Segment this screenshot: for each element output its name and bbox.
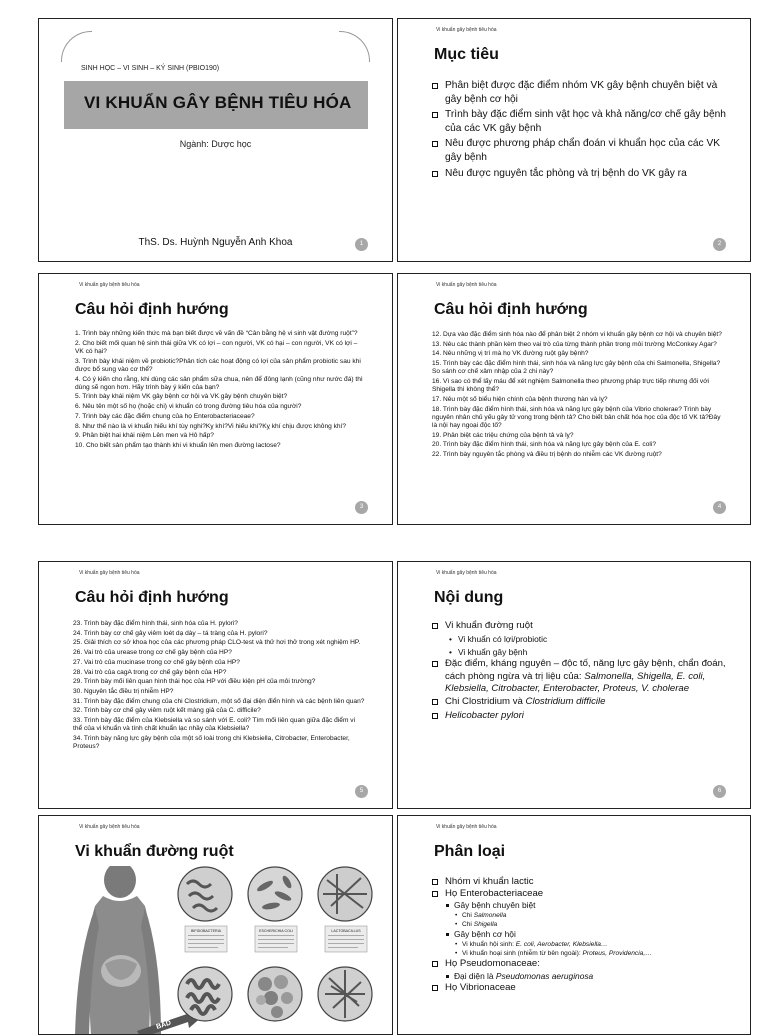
bacteria-circle-5 — [248, 967, 302, 1021]
question-list — [432, 331, 724, 461]
contents-list — [432, 620, 732, 723]
list-item: 24. Trình bày cơ chế gây viêm loét dạ dày – tá tràng của H. pylori? — [73, 629, 268, 637]
slide-2-objectives — [397, 18, 751, 262]
bifidobacteria-label-box — [185, 926, 227, 952]
slide-header: Vi khuẩn gây bệnh tiêu hóa — [436, 27, 497, 33]
bacteria-circle-6 — [318, 967, 372, 1021]
slide-number: 6 — [713, 785, 726, 798]
slide-8-classification — [397, 815, 751, 1035]
list-item: 14. Nêu những vị trí mà họ VK đường ruột gây bệnh? — [432, 350, 589, 358]
list-item: 15. Trình bày các đặc điểm hình thái, sinh hóa và năng lực gây bệnh của chi Salmonella, Shigella? So sánh cơ chế xâm nhập của 2 chi này? — [432, 360, 721, 376]
list-item: 19. Phân biệt các triệu chứng của bệnh tả và lỵ? — [432, 431, 574, 439]
list-item: 34. Trình bày năng lực gây bệnh của một số loài trong chi Klebsiella, Citrobacter, Enterobacter, Proteus? — [73, 734, 350, 751]
list-item: Vi khuẩn đường ruột — [432, 620, 732, 632]
list-item: 4. Có ý kiến cho rằng, khi dùng các sản phẩm sữa chua, nên để đông lạnh (cũng như nước đá) thì dùng sẽ ngon hơn. Hãy trình bày ý kiến của bạn? — [75, 375, 363, 391]
slide-title: Câu hỏi định hướng — [75, 589, 229, 606]
list-item: 17. Nêu một số biểu hiện chính của bệnh thương hàn và lỵ? — [432, 395, 608, 403]
human-body-icon — [75, 866, 161, 1035]
list-item: 20. Trình bày đặc điểm hình thái, sinh hóa và năng lực gây bệnh của E. coli? — [432, 441, 656, 449]
lecture-title: VI KHUẨN GÂY BỆNH TIÊU HÓA — [84, 93, 352, 112]
course-code: SINH HỌC – VI SINH – KÝ SINH (PBIO190) — [81, 65, 220, 72]
classification-list — [432, 876, 737, 994]
species-name: Clostridium difficile — [525, 696, 606, 708]
item-text: Đại diện là — [454, 970, 496, 981]
slide-5-questions — [38, 561, 393, 809]
major: Ngành: Dược học — [179, 139, 252, 149]
list-subitem: • Vi khuẩn có lợi/probiotic — [432, 633, 732, 645]
slide-number: 1 — [355, 238, 368, 251]
bacteria-circle-2 — [248, 867, 302, 921]
list-subitem — [432, 971, 737, 982]
list-item: 16. Vì sao có thể lấy máu để xét nghiệm Salmonella theo phương pháp trực tiếp nhưng đối với Shigella thì không thể? — [432, 378, 710, 394]
item-text: Chi Clostridium và — [445, 696, 526, 708]
author: ThS. Ds. Huỳnh Nguyễn Anh Khoa — [138, 237, 293, 248]
list-item — [432, 658, 732, 695]
list-item: Helicobacter pylori — [432, 710, 732, 722]
list-subsubitem — [432, 940, 737, 949]
slide-header: Vi khuẩn gây bệnh tiêu hóa — [436, 570, 497, 576]
list-item: Trình bày đặc điểm sinh vật học và khả năng/cơ chế gây bệnh của các VK gây bệnh — [432, 108, 730, 135]
list-item: 28. Vai trò của cagA trong cơ chế gây bệnh của HP? — [73, 668, 227, 676]
slide-title: Câu hỏi định hướng — [434, 301, 588, 318]
list-subitem: Gây bệnh cơ hội — [432, 929, 737, 940]
list-item: 13. Nêu các thành phần kèm theo vai trò của từng thành phần trong môi trường McConkey Agar? — [432, 340, 717, 348]
slide-3-questions — [38, 273, 393, 525]
slide-title: Nội dung — [434, 589, 504, 606]
slide-title: Câu hỏi định hướng — [75, 301, 229, 318]
list-item: 33. Trình bày đặc điểm của Klebsiella và so sánh với E. coli? Tìm mối liên quan giữa đặc điểm vi thể của vi khuẩn và tính chất khuẩn lạc nhầy của Klebsiella? — [73, 717, 356, 733]
list-item: 8. Như thế nào là vi khuẩn hiếu khí tùy nghi?Kỵ khí?Vi hiếu khí?Kỵ khí chịu được không khí? — [75, 422, 347, 430]
objective-list — [432, 79, 730, 182]
slide-7-gut-bacteria — [38, 815, 393, 1035]
genus-name: Shigella — [473, 921, 498, 929]
item-text: Vi khuẩn hoại sinh (nhiễm từ bên ngoài): — [462, 950, 583, 958]
list-item: 27. Vai trò của mucinase trong cơ chế gây bệnh của HP? — [73, 658, 240, 666]
bad-label: BAD — [155, 1019, 173, 1031]
list-item — [432, 696, 732, 708]
slide-title: Phân loại — [434, 843, 506, 860]
slide-number: 2 — [713, 238, 726, 251]
list-subsubitem — [432, 920, 737, 929]
list-subitem: • Vi khuẩn gây bệnh — [432, 646, 732, 658]
list-item: 7. Trình bày các đặc điểm chung của họ Enterobacteriaceae? — [75, 412, 255, 420]
slide-header: Vi khuẩn gây bệnh tiêu hóa — [436, 282, 497, 288]
item-text: Vi khuẩn hội sinh: — [462, 941, 516, 949]
list-item: Nhóm vi khuẩn lactic — [432, 876, 737, 888]
slide-header: Vi khuẩn gây bệnh tiêu hóa — [79, 282, 140, 288]
corner-decoration — [339, 31, 370, 62]
list-item: 3. Trình bày khái niệm về probiotic?Phân tích các hoạt động có lợi của sản phẩm probiotic sau khi được bổ sung vào cơ thể? — [75, 357, 361, 373]
list-item: 5. Trình bày khái niệm VK gây bệnh cơ hội và VK gây bệnh chuyên biệt? — [75, 393, 288, 401]
list-item: 29. Trình bày mối liên quan hình thái học của HP với điều kiện pH của môi trường? — [73, 678, 316, 686]
list-item: 31. Trình bày đặc điểm chung của chi Clostridium, một số đại diện điển hình và các bệnh liên quan? — [73, 697, 365, 705]
slide-header: Vi khuẩn gây bệnh tiêu hóa — [79, 824, 140, 830]
list-item: 2. Cho biết mối quan hệ sinh thái giữa VK có lợi – con người, VK có hại – con người, VK có lợi – VK có hại? — [75, 339, 358, 355]
lactobacillus-label: LACTOBACILLUS — [331, 929, 361, 933]
species-names: Salmonella, Shigella, E. coli, Klebsiella, Citrobacter, Enterobacter, Proteus, V. cholerae — [445, 670, 706, 695]
item-text: Chi — [462, 921, 474, 929]
slide-number: 4 — [713, 501, 726, 514]
slide-1-title — [38, 18, 393, 262]
bifidobacteria-label: BIFIDOBACTERIA — [191, 929, 221, 933]
list-subsubitem — [432, 911, 737, 920]
slide-header: Vi khuẩn gây bệnh tiêu hóa — [436, 824, 497, 830]
species-name: Pseudomonas aeruginosa — [495, 970, 594, 981]
list-item: 18. Trình bày đặc điểm hình thái, sinh hóa và năng lực gây bệnh của Vibrio cholerae? Trình bày nguyên nhân chủ yếu gây tử vong trong bệnh tả? Cho biết bản chất hóa học của độc tố VK tả?Đây là nội hay ngoại độc tố? — [432, 405, 721, 430]
bacteria-circle-3 — [318, 867, 372, 921]
list-item: Họ Enterobacteriaceae — [432, 888, 737, 900]
bacteria-circle-4 — [178, 967, 232, 1021]
list-item: 9. Phân biệt hai khái niệm Lên men và Hô hấp? — [75, 432, 214, 440]
list-item: 32. Trình bày cơ chế gây viêm ruột kết màng giả của C. difficile? — [73, 707, 261, 715]
list-item: Nêu được phương pháp chẩn đoán vi khuẩn học của các VK gây bệnh — [432, 137, 730, 164]
list-item: 22. Trình bày nguyên tắc phòng và điều trị bệnh do nhiễm các VK đường ruột? — [432, 451, 662, 459]
ecoli-label: ESCHERICHIA COLI — [259, 929, 293, 933]
list-item: 10. Cho biết sản phẩm tạo thành khi vi khuẩn lên men đường lactose? — [75, 441, 281, 449]
ecoli-label-box — [255, 926, 297, 952]
corner-decoration — [61, 31, 92, 62]
list-item: Nêu được nguyên tắc phòng và trị bệnh do VK gây ra — [432, 167, 730, 181]
list-item: Họ Pseudomonaceae: — [432, 958, 737, 970]
question-list — [75, 330, 365, 452]
list-item: 25. Giải thích cơ sở khoa học của các phương pháp CLO-test và thử hơi thở trong xét nghiệm HP. — [73, 639, 361, 647]
question-list — [73, 620, 365, 753]
list-subsubitem — [432, 949, 737, 958]
slide-title: Mục tiêu — [434, 46, 499, 63]
list-item: 23. Trình bày đặc điểm hình thái, sinh hóa của H. pylori? — [73, 620, 238, 627]
slide-4-questions — [397, 273, 751, 525]
item-text: Chi — [462, 912, 474, 920]
lactobacillus-label-box — [325, 926, 367, 952]
list-item: 1. Trình bày những kiến thức mà bạn biết được về vấn đề “Cân bằng hệ vi sinh vật đường ruột”? — [75, 330, 358, 337]
slide-title: Vi khuẩn đường ruột — [75, 843, 234, 860]
genus-names: E. coli, Aerobacter, Klebsiella… — [515, 941, 608, 949]
slide-number: 3 — [355, 501, 368, 514]
bacteria-circle-1 — [178, 867, 232, 921]
title-band — [64, 81, 368, 129]
genus-names: Proteus, Providencia,… — [582, 950, 652, 958]
gut-bacteria-illustration — [75, 866, 375, 1035]
genus-name: Salmonella — [473, 912, 507, 920]
list-item: Phân biệt được đặc điểm nhóm VK gây bệnh chuyên biệt và gây bệnh cơ hội — [432, 79, 730, 106]
list-item: 12. Dựa vào đặc điểm sinh hóa nào để phân biệt 2 nhóm vi khuẩn gây bệnh cơ hội và chuyên biệt? — [432, 331, 722, 338]
slide-number: 5 — [355, 785, 368, 798]
slide-6-contents — [397, 561, 751, 809]
slide-header: Vi khuẩn gây bệnh tiêu hóa — [79, 570, 140, 576]
list-item: 26. Vai trò của urease trong cơ chế gây bệnh của HP? — [73, 649, 232, 657]
list-subitem: Gây bệnh chuyên biệt — [432, 900, 737, 911]
item-text: Đặc điểm, kháng nguyên – độc tố, năng lực gây bệnh, chẩn đoán, cách phòng ngừa và trị liệu của: — [445, 658, 726, 682]
list-item: 6. Nêu tên một số họ (hoặc chi) vi khuẩn có trong đường tiêu hóa của người? — [75, 403, 302, 411]
list-item: Họ Vibrionaceae — [432, 982, 737, 994]
list-item: 30. Nguyên tắc điều trị nhiễm HP? — [73, 687, 174, 695]
